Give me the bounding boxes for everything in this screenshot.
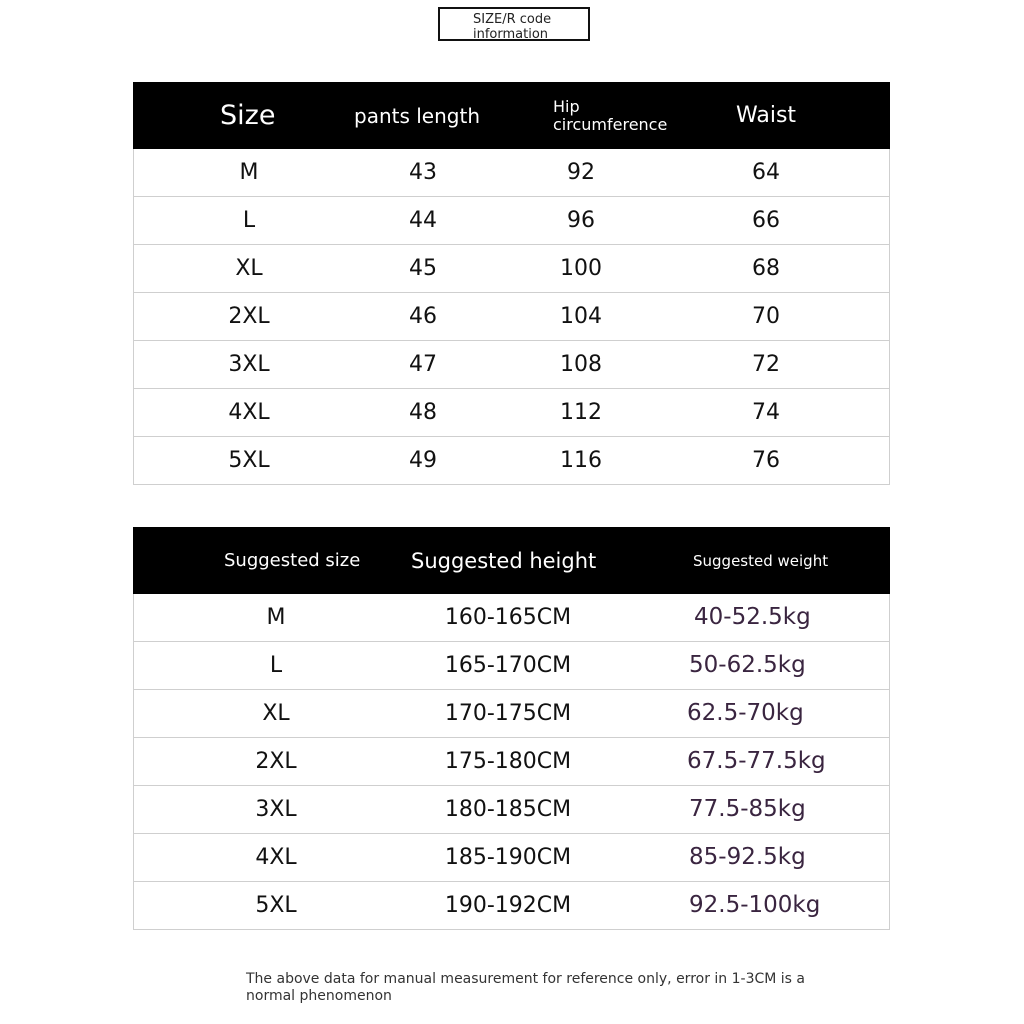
size-chart-body: [133, 149, 890, 485]
cell-waist: 76: [752, 448, 780, 473]
cell-suggested-size: 4XL: [255, 845, 297, 870]
suggested-size-body: [133, 594, 890, 930]
table-row: [134, 642, 889, 690]
table-row: [134, 437, 889, 485]
header-suggested-height: Suggested height: [411, 548, 597, 573]
cell-pants-length: 44: [409, 208, 437, 233]
cell-waist: 64: [752, 160, 780, 185]
cell-suggested-weight: 50-62.5kg: [689, 652, 806, 678]
cell-suggested-height: 175-180CM: [444, 749, 572, 774]
table-row: [134, 738, 889, 786]
table-row: [134, 245, 889, 293]
size-chart-table: [133, 82, 890, 485]
cell-pants-length: 49: [409, 448, 437, 473]
header-pants-length: pants length: [354, 103, 480, 128]
cell-waist: 66: [752, 208, 780, 233]
table-row: [134, 834, 889, 882]
table-row: [134, 341, 889, 389]
cell-hip: 100: [560, 256, 602, 281]
suggested-size-header: [133, 527, 890, 594]
table-row: [134, 293, 889, 341]
cell-suggested-height: 165-170CM: [444, 653, 572, 678]
cell-hip: 112: [560, 400, 602, 425]
header-waist: Waist: [736, 103, 797, 128]
size-chart-header: [133, 82, 890, 149]
cell-suggested-weight: 62.5-70kg: [687, 700, 804, 726]
cell-hip: 104: [560, 304, 602, 329]
cell-waist: 70: [752, 304, 780, 329]
table-row: [134, 786, 889, 834]
table-row: [134, 149, 889, 197]
cell-suggested-size: 2XL: [255, 749, 297, 774]
cell-size: 2XL: [228, 304, 270, 329]
cell-suggested-height: 170-175CM: [444, 701, 572, 726]
cell-suggested-height: 160-165CM: [444, 605, 572, 630]
cell-suggested-size: L: [269, 653, 283, 678]
cell-suggested-size: XL: [262, 701, 290, 726]
title-line-1: SIZE/R code: [473, 12, 552, 27]
cell-suggested-height: 190-192CM: [444, 893, 572, 918]
cell-waist: 68: [752, 256, 780, 281]
cell-suggested-weight: 85-92.5kg: [689, 844, 806, 870]
header-hip-circumference: Hip circumference: [553, 96, 668, 134]
cell-pants-length: 46: [409, 304, 437, 329]
cell-hip: 108: [560, 352, 602, 377]
header-size: Size: [220, 100, 276, 131]
measurement-footnote: The above data for manual measurement for reference only, error in 1-3CM is a normal phenomenon: [246, 971, 806, 1004]
cell-waist: 72: [752, 352, 780, 377]
table-row: [134, 594, 889, 642]
cell-pants-length: 48: [409, 400, 437, 425]
table-row: [134, 690, 889, 738]
cell-suggested-weight: 67.5-77.5kg: [687, 748, 826, 774]
cell-hip: 116: [560, 448, 602, 473]
cell-waist: 74: [752, 400, 780, 425]
cell-size: 3XL: [228, 352, 270, 377]
cell-suggested-size: 3XL: [255, 797, 297, 822]
cell-size: 5XL: [228, 448, 270, 473]
table-row: [134, 389, 889, 437]
cell-size: M: [239, 160, 259, 185]
cell-suggested-weight: 40-52.5kg: [694, 604, 811, 630]
cell-pants-length: 47: [409, 352, 437, 377]
cell-suggested-weight: 92.5-100kg: [689, 892, 821, 918]
cell-size: 4XL: [228, 400, 270, 425]
cell-hip: 96: [567, 208, 595, 233]
cell-pants-length: 45: [409, 256, 437, 281]
cell-hip: 92: [567, 160, 595, 185]
cell-size: XL: [235, 256, 263, 281]
title-line-2: information: [473, 27, 549, 42]
cell-suggested-size: M: [266, 605, 286, 630]
table-row: [134, 882, 889, 930]
size-info-title-box: [438, 7, 590, 41]
cell-suggested-height: 180-185CM: [444, 797, 572, 822]
table-row: [134, 197, 889, 245]
cell-size: L: [242, 208, 256, 233]
cell-suggested-size: 5XL: [255, 893, 297, 918]
cell-suggested-height: 185-190CM: [444, 845, 572, 870]
suggested-size-table: [133, 527, 890, 930]
cell-suggested-weight: 77.5-85kg: [689, 796, 806, 822]
header-suggested-weight: Suggested weight: [693, 551, 829, 570]
header-suggested-size: Suggested size: [224, 550, 361, 571]
cell-pants-length: 43: [409, 160, 437, 185]
